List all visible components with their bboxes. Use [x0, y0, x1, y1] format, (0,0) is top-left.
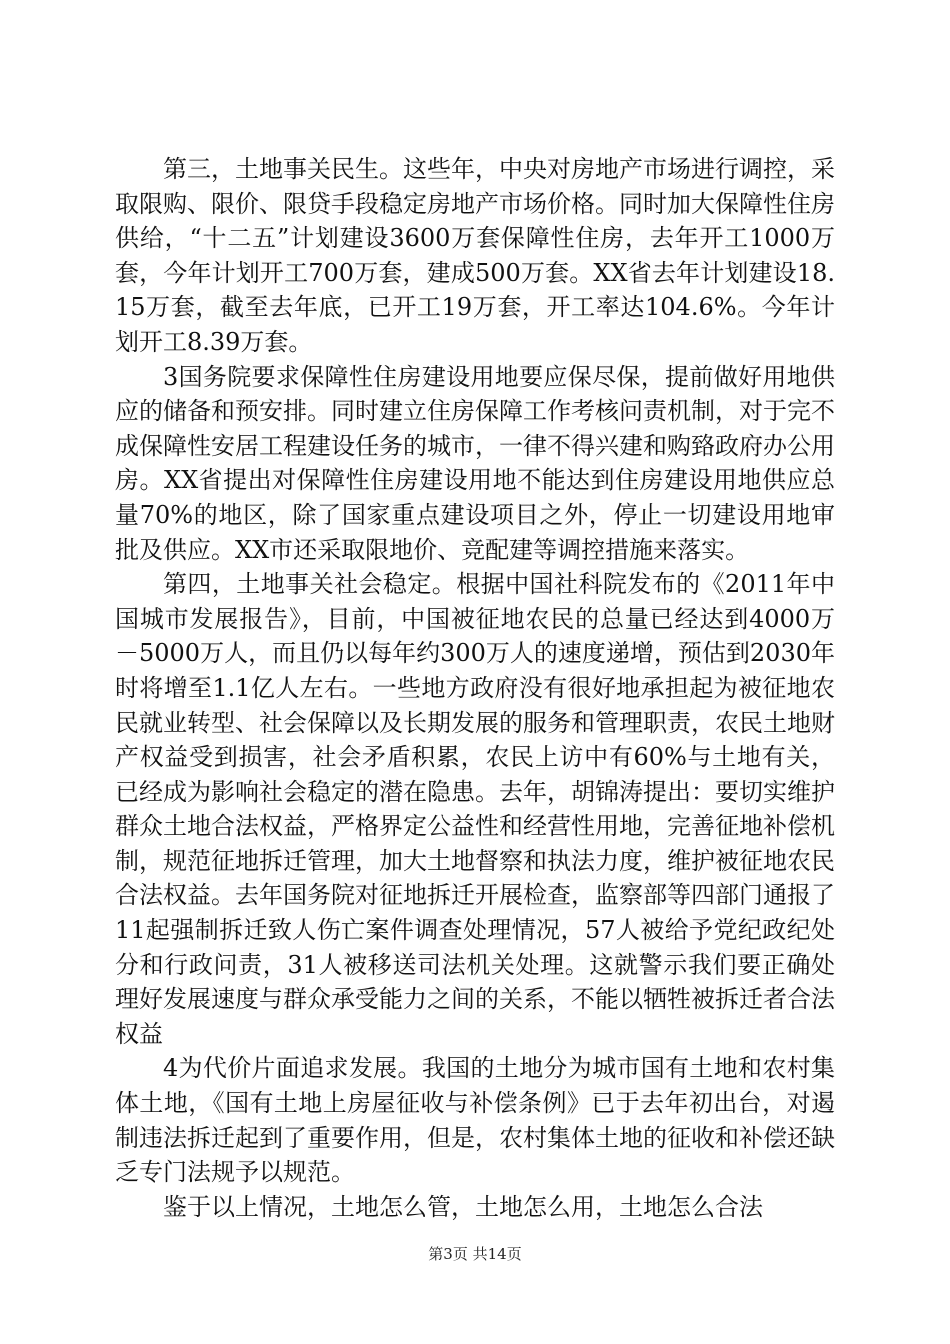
- paragraph-conclusion-start: 鉴于以上情况，土地怎么管，土地怎么用，土地怎么合法: [163, 1192, 763, 1221]
- paragraph-social-stability: 第四，土地事关社会稳定。根据中国社科院发布的《2011年中国城市发展报告》，目前，中国被征地农民的总量已经达到4000万－5000万人，而且仍以每年约300万人的速度递增，预估到2030年时将增至1.1亿人左右。一些地方政府没有很好地承担起为被征地农民就业转型、社会保障以及长期发展的服务和管理职责，农民土地财产权益受到损害，社会矛盾积累，农民上访中有60%与土地有关，已经成为影响社会稳定的潜在隐患。去年，胡锦涛提出：要切实维护群众土地合法权益，严格界定公益性和经营性用地，完善征地补偿机制，规范征地拆迁管理，加大土地督察和执法力度，维护被征地农民合法权益。去年国务院对征地拆迁开展检查，监察部等四部门通报了11起强制拆迁致人伤亡案件调查处理情况，57人被给予党纪政纪处分和行政问责，31人被移送司法机关处理。这就警示我们要正确处理好发展速度与群众承受能力之间的关系，不能以牺牲被拆迁者合法权益: [115, 570, 835, 1048]
- paragraph-land-types: 4为代价片面追求发展。我国的土地分为城市国有土地和农村集体土地，《国有土地上房屋征收与补偿条例》已于去年初出台，对遏制违法拆迁起到了重要作用，但是，农村集体土地的征收和补偿还缺乏专门法规予以规范。: [115, 1054, 835, 1187]
- paragraph-state-council-requirements: 3国务院要求保障性住房建设用地要应保尽保，提前做好用地供应的储备和预安排。同时建立住房保障工作考核问责机制，对于完不成保障性安居工程建设任务的城市，一律不得兴建和购臵政府办公用房。XX省提出对保障性住房建设用地不能达到住房建设用地供应总量70%的地区，除了国家重点建设项目之外，停止一切建设用地审批及供应。XX市还采取限地价、竞配建等调控措施来落实。: [115, 362, 835, 564]
- document-body: [115, 152, 835, 1224]
- paragraph-housing-policy: 第三，土地事关民生。这些年，中央对房地产市场进行调控，采取限购、限价、限贷手段稳定房地产市场价格。同时加大保障性住房供给，“十二五”计划建设3600万套保障性住房，去年开工1000万套，今年计划开工700万套，建成500万套。XX省去年计划建设18.15万套，截至去年底，已开工19万套，开工率达104.6%。今年计划开工8.39万套。: [115, 155, 835, 356]
- page-number-footer: 第3页 共14页: [428, 1245, 522, 1263]
